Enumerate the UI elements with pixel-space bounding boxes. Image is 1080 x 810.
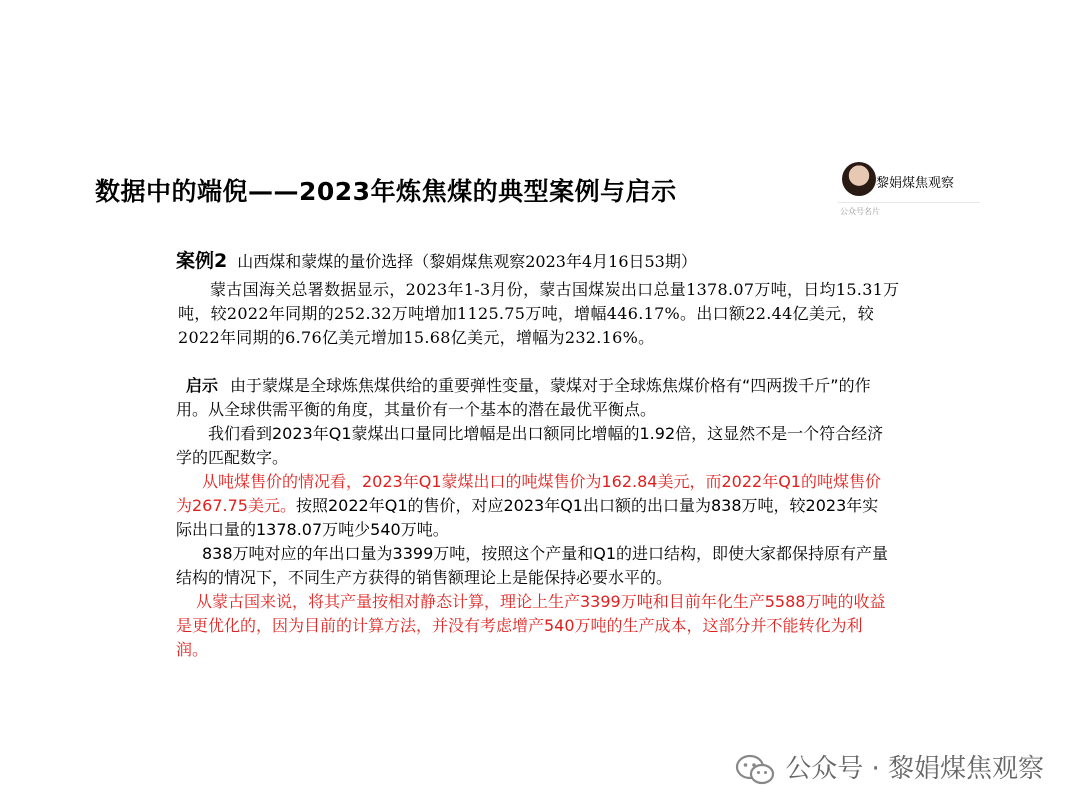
case-body: 蒙古国海关总署数据显示，2023年1-3月份，蒙古国煤炭出口总量1378.07万吨，日均15.31万吨，较2022年同期的252.32万吨增加1125.75万吨，增幅446.17%。出口额22.44亿美元，较2022年同期的6.76亿美元增加15.68亿美元，增幅为232.16%。 xyxy=(178,280,900,347)
insight-p3-black: 按照2022年Q1的售价，对应2023年Q1出口额的出口量为838万吨，较2023年实际出口量的1378.07万吨少540万吨。 xyxy=(176,496,879,539)
footer-watermark xyxy=(735,748,1044,786)
insight-label: 启示 xyxy=(186,376,219,395)
insight-p1-text: 由于蒙煤是全球炼焦煤供给的重要弹性变量，蒙煤对于全球炼焦煤价格有“四两拨千斤”的作用。从全球供需平衡的角度，其量价有一个基本的潜在最优平衡点。 xyxy=(176,376,871,419)
page-title: 数据中的端倪——2023年炼焦煤的典型案例与启示 xyxy=(95,177,677,206)
wechat-icon xyxy=(735,754,775,786)
insight-paragraph-3 xyxy=(176,470,891,542)
insight-paragraph-1 xyxy=(176,374,891,422)
divider xyxy=(838,202,980,203)
avatar xyxy=(842,162,876,196)
insight-p3-red: 从吨煤售价的情况看，2023年Q1蒙煤出口的吨煤售价为162.84美元，而2022年Q1的吨煤售价为267.75美元。 xyxy=(176,472,881,515)
insight-paragraph-5: 从蒙古国来说，将其产量按相对静态计算，理论上生产3399万吨和目前年化生产5588万吨的收益是更优化的，因为目前的计算方法，并没有考虑增产540万吨的生产成本，这部分并不能转化为利润。 xyxy=(176,592,886,659)
footer-text: 公众号 · 黎娟煤焦观察 xyxy=(785,754,1044,784)
account-name: 黎娟煤焦观察 xyxy=(876,176,955,191)
insight-paragraph-2: 我们看到2023年Q1蒙煤出口量同比增幅是出口额同比增幅的1.92倍，这显然不是一个符合经济学的匹配数字。 xyxy=(176,424,884,467)
case-label: 案例2 xyxy=(176,250,228,272)
account-card-caption: 公众号名片 xyxy=(840,207,880,216)
case-heading xyxy=(176,246,697,273)
case-title: 山西煤和蒙煤的量价选择（黎娟煤焦观察2023年4月16日53期） xyxy=(237,252,697,271)
account-card[interactable] xyxy=(838,158,980,220)
insight-paragraph-4: 838万吨对应的年出口量为3399万吨，按照这个产量和Q1的进口结构，即使大家都保持原有产量结构的情况下，不同生产方获得的销售额理论上是能保持必要水平的。 xyxy=(176,544,889,587)
